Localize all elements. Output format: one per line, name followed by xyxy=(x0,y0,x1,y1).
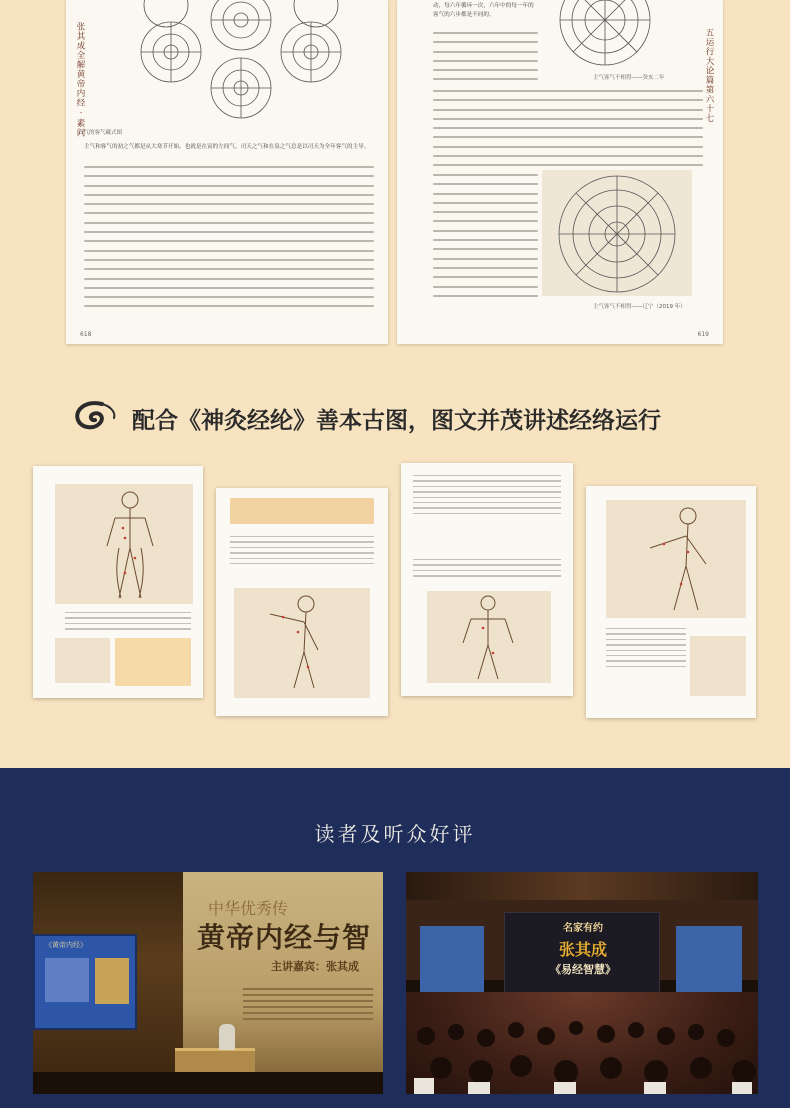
human-figure-icon-2 xyxy=(258,592,348,692)
thumb1-text xyxy=(65,612,191,634)
book-page-right xyxy=(397,0,723,344)
audience-heads xyxy=(406,996,758,1094)
book-thumbnail-4 xyxy=(586,486,756,718)
thumb3-text-top xyxy=(413,475,561,518)
screen-line-2: 张其成 xyxy=(558,940,607,959)
highlight-note-box xyxy=(115,638,191,686)
right-body-text-bottom xyxy=(433,174,538,304)
feature-heading: 配合《神灸经纶》善本古图，图文并茂讲述经络运行 xyxy=(132,407,661,434)
thumb2-text xyxy=(230,536,374,568)
human-figure-icon-3 xyxy=(453,593,523,681)
banner-title-text: 黄帝内经与智 xyxy=(197,921,372,954)
left-paragraph-lead: 主气和客气的初之气都是从大寒节开始，也就是在寅的左间气。司天之气和在泉之气总是以司天为全年客气的主导。 xyxy=(84,144,370,150)
slide-title: 《黄帝内经》 xyxy=(45,941,87,949)
ink-swirl-icon xyxy=(72,398,118,434)
speaker-line: 主讲嘉宾：张其成 xyxy=(271,960,359,973)
right-paragraph-lead: 动，每六年循环一次，六年中的每一年的客气的六步都是不同的。 xyxy=(433,3,534,19)
left-body-text xyxy=(84,166,374,315)
human-figure-icon xyxy=(95,488,165,603)
right-body-text-top xyxy=(433,32,538,88)
lecture-photo-left xyxy=(33,872,383,1094)
side-screen-left xyxy=(420,926,484,998)
qi-circle-diagram xyxy=(126,0,376,120)
right-page-number: 619 xyxy=(697,331,709,338)
left-figure-caption: 六气的客气藏式图 xyxy=(78,130,123,136)
book-spread-section xyxy=(0,0,790,350)
projection-screen xyxy=(33,934,137,1030)
feature-section xyxy=(0,350,790,768)
reviews-section xyxy=(0,768,790,1108)
reviews-heading: 读者及听众好评 xyxy=(314,822,476,846)
side-screen-right xyxy=(676,926,742,998)
thumb3-text-mid xyxy=(413,559,561,581)
ceiling-lights xyxy=(406,872,758,902)
wheel-diagram-bottom xyxy=(552,172,682,297)
audience-photo-right xyxy=(406,872,758,1094)
right-caption-bottom: 主气客气不相得——辽宁（2019 年） xyxy=(593,304,686,310)
foot-illustration xyxy=(55,638,110,683)
book-thumbnail-2 xyxy=(216,488,388,716)
book-page-left xyxy=(66,0,388,344)
right-caption-top: 主气客气不相得——癸亥二年 xyxy=(593,75,665,81)
thumb4-text xyxy=(606,628,686,671)
speaker-figure xyxy=(219,1024,235,1050)
screen-line-3: 《易经智慧》 xyxy=(550,963,616,976)
highlight-text-block xyxy=(230,498,374,524)
screen-line-1: 名家有约 xyxy=(563,923,603,934)
hand-illustration xyxy=(690,636,746,696)
human-figure-icon-4 xyxy=(636,504,726,614)
book-thumbnail-1 xyxy=(33,466,203,698)
left-page-vertical-title: 张其成全解黄帝内经 · 素问 xyxy=(75,22,85,138)
wheel-diagram-top xyxy=(545,0,665,70)
left-page-number: 618 xyxy=(80,331,92,338)
main-led-screen xyxy=(504,912,660,996)
book-thumbnail-3 xyxy=(401,463,573,696)
banner-top-text: 中华优秀传 xyxy=(208,899,289,918)
banner-sponsor-text xyxy=(243,988,373,1024)
right-body-text-middle xyxy=(433,90,703,174)
right-page-vertical-title: 五运行大论篇第六十七 xyxy=(704,28,714,123)
